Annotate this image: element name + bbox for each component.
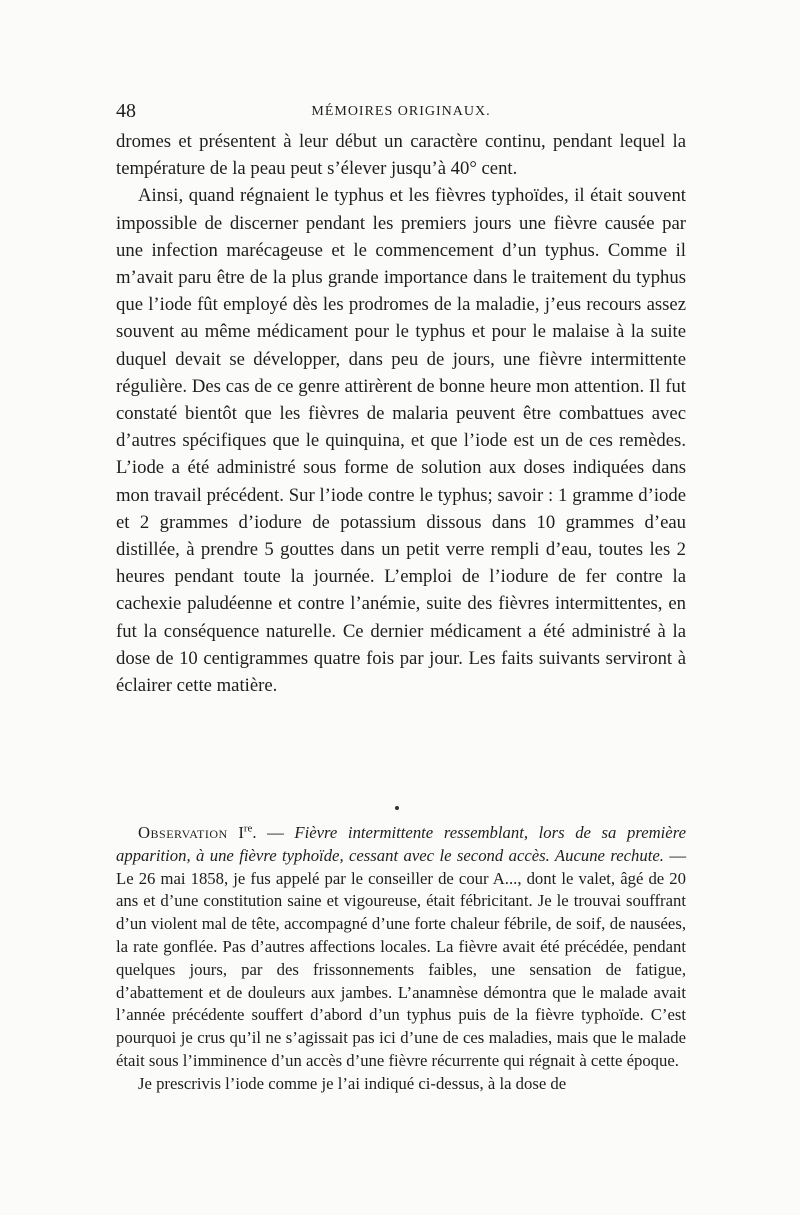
observation-title: Fièvre intermittente ressemblant, lors de sa première apparition, à une fièvre typhoïde, cessant avec le second accès. Aucune rechute. <box>116 823 686 865</box>
paragraph-continued: dromes et présentent à leur début un caractère continu, pendant lequel la température de la peau peut s’élever jusqu’à 40° cent. <box>116 131 686 180</box>
paragraph-iode-treatment: Ainsi, quand régnaient le typhus et les fièvres typhoïdes, il était souvent impossible de discerner pendant les premiers jours une fièvre causée par une infection marécageuse et le commencement d’un typhus. Comme il m’avait paru être de la plus grande importance dans le traitement du typhus que l’iode fût employé dès les prodromes de la maladie, j’eus recours assez souvent au même médicament pour le typhus et pour le malaise à la suite duquel devait se développer, dans peu de jours, une fièvre intermittente régulière. Des cas de ce genre attirèrent de bonne heure mon attention. Il fut constaté bientôt que les fièvres de malaria peuvent être combattues avec d’autres spécifiques que le quinquina, et que l’iode est un de ces remèdes. L’iode a été administré sous forme de solution aux doses indiquées dans mon travail précédent. Sur l’iode contre le typhus; savoir : 1 gramme d’iode et 2 grammes d’iodure de potassium dissous dans 10 grammes d’eau distillée, à prendre 5 gouttes dans un petit verre rempli d’eau, toutes les 2 heures pendant toute la journée. L’emploi de l’iodure de fer contre la cachexie paludéenne et contre l’anémie, suite des fièvres intermittentes, en fut la conséquence naturelle. Ce dernier médicament a été administré à la dose de 10 centigrammes quatre fois par jour. Les faits suivants serviront à éclairer cette matière. <box>116 185 686 697</box>
page-number: 48 <box>116 100 136 122</box>
running-head: MÉMOIRES ORIGINAUX. <box>311 104 491 119</box>
observation-paragraph <box>116 822 686 1073</box>
observation-text: — Le 26 mai 1858, je fus appelé par le conseiller de cour A..., dont le valet, âgé de 20 ans et d’une constitution saine et vigoureuse, était fébricitant. Je le trouvai souffrant d’un violent mal de tête, accompagné d’une forte chaleur fébrile, de soif, de nausées, la rate gonflée. Pas d’autres affections locales. La fièvre avait été précédée, pendant quelques jours, par des frissonnements faibles, une sensation de fatigue, d’abattement et de douleurs aux jambes. L’anamnèse démontra que le malade avait l’année précédente souffert d’abord d’un typhus puis de la fièvre typhoïde. C’est pourquoi je crus qu’il ne s’agissait pas ici d’une de ces maladies, mais que le malade était sous l’imminence d’un accès d’une fièvre récurrente qui régnait à cette époque. <box>116 845 687 1070</box>
observation-number: I <box>238 823 244 842</box>
section-separator-dot <box>395 806 399 810</box>
observation-section <box>116 822 686 1096</box>
observation-dash: . — <box>252 823 295 842</box>
observation-last-line: Je prescrivis l’iode comme je l’ai indiqué ci-dessus, à la dose de <box>138 1073 567 1093</box>
observation-label: Observation <box>138 823 228 842</box>
main-text <box>116 128 686 699</box>
observation-number-suffix: re <box>243 822 253 835</box>
page-header <box>116 100 686 128</box>
